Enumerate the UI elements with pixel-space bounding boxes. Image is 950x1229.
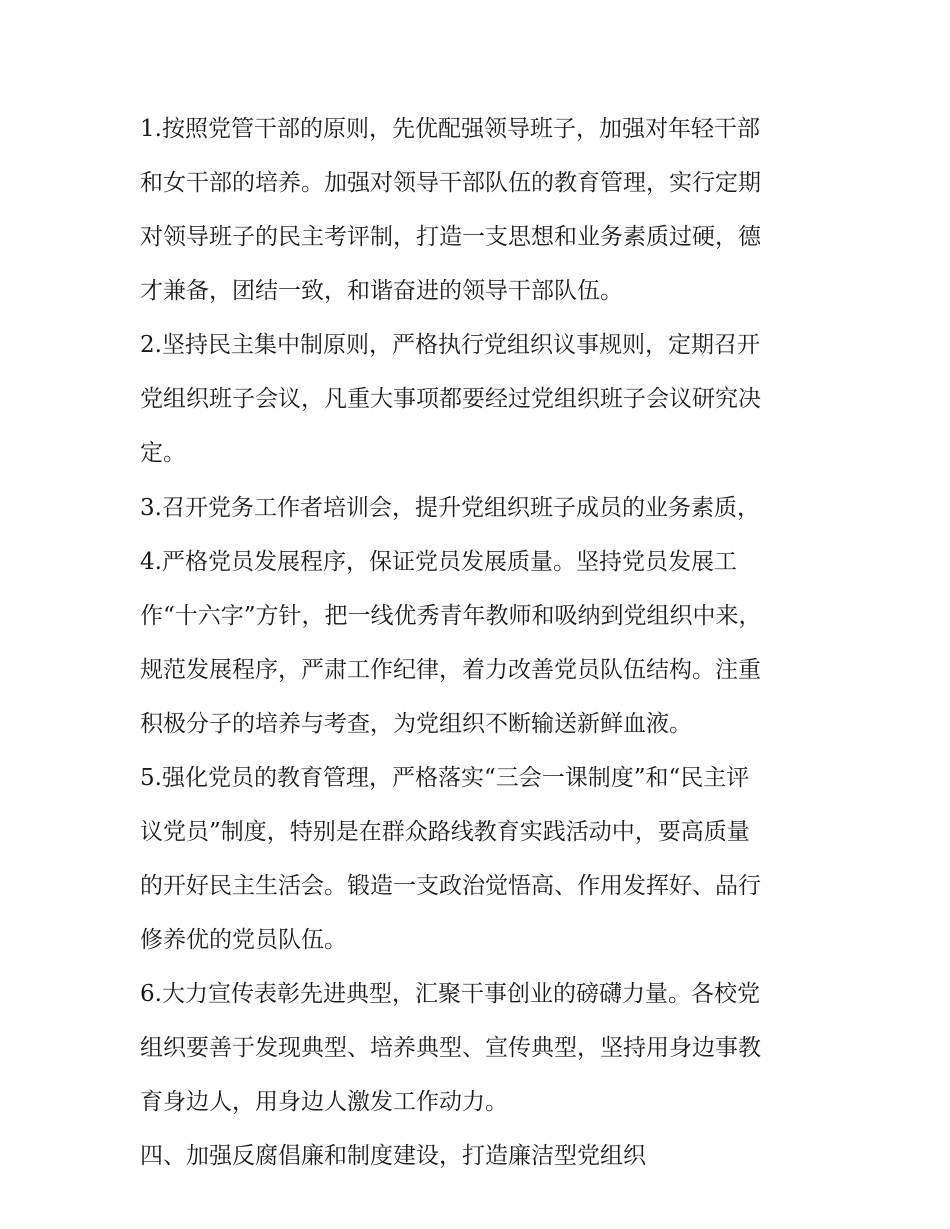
text-line: 育身边人，用身边人激发工作动力。	[140, 1089, 508, 1116]
text-line: 议党员”制度，特别是在群众路线教育实践活动中，要高质量	[140, 819, 750, 846]
text-line: 5.强化党员的教育管理，严格落实“三会一课制度”和“民主评	[140, 764, 750, 791]
text-line: 规范发展程序，严肃工作纪律，着力改善党员队伍结构。注重	[140, 656, 761, 683]
text-line: 6.大力宣传表彰先进典型，汇聚干事创业的磅礴力量。各校党	[140, 981, 760, 1008]
text-line: 3.召开党务工作者培训会，提升党组织班子成员的业务素质，	[140, 494, 760, 521]
text-line: 定。	[140, 440, 186, 467]
section-heading: 四、加强反腐倡廉和制度建设，打造廉洁型党组织	[140, 1143, 646, 1170]
text-line: 党组织班子会议，凡重大事项都要经过党组织班子会议研究决	[140, 386, 761, 413]
text-line: 作“十六字”方针，把一线优秀青年教师和吸纳到党组织中来，	[140, 602, 762, 629]
text-line: 4.严格党员发展程序，保证党员发展质量。坚持党员发展工	[140, 548, 737, 575]
text-line: 的开好民主生活会。锻造一支政治觉悟高、作用发挥好、品行	[140, 873, 761, 900]
document-body	[140, 111, 820, 1193]
text-line: 2.坚持民主集中制原则，严格执行党组织议事规则，定期召开	[140, 332, 760, 359]
text-line: 才兼备，团结一致，和谐奋进的领导干部队伍。	[140, 278, 623, 305]
text-line: 组织要善于发现典型、培养典型、宣传典型，坚持用身边事教	[140, 1035, 761, 1062]
text-line: 修养优的党员队伍。	[140, 927, 347, 954]
text-line: 和女干部的培养。加强对领导干部队伍的教育管理，实行定期	[140, 170, 761, 197]
text-line: 1.按照党管干部的原则，先优配强领导班子，加强对年轻干部	[140, 116, 760, 142]
text-line: 积极分子的培养与考查，为党组织不断输送新鲜血液。	[140, 710, 692, 737]
text-line: 对领导班子的民主考评制，打造一支思想和业务素质过硬，德	[140, 224, 761, 251]
